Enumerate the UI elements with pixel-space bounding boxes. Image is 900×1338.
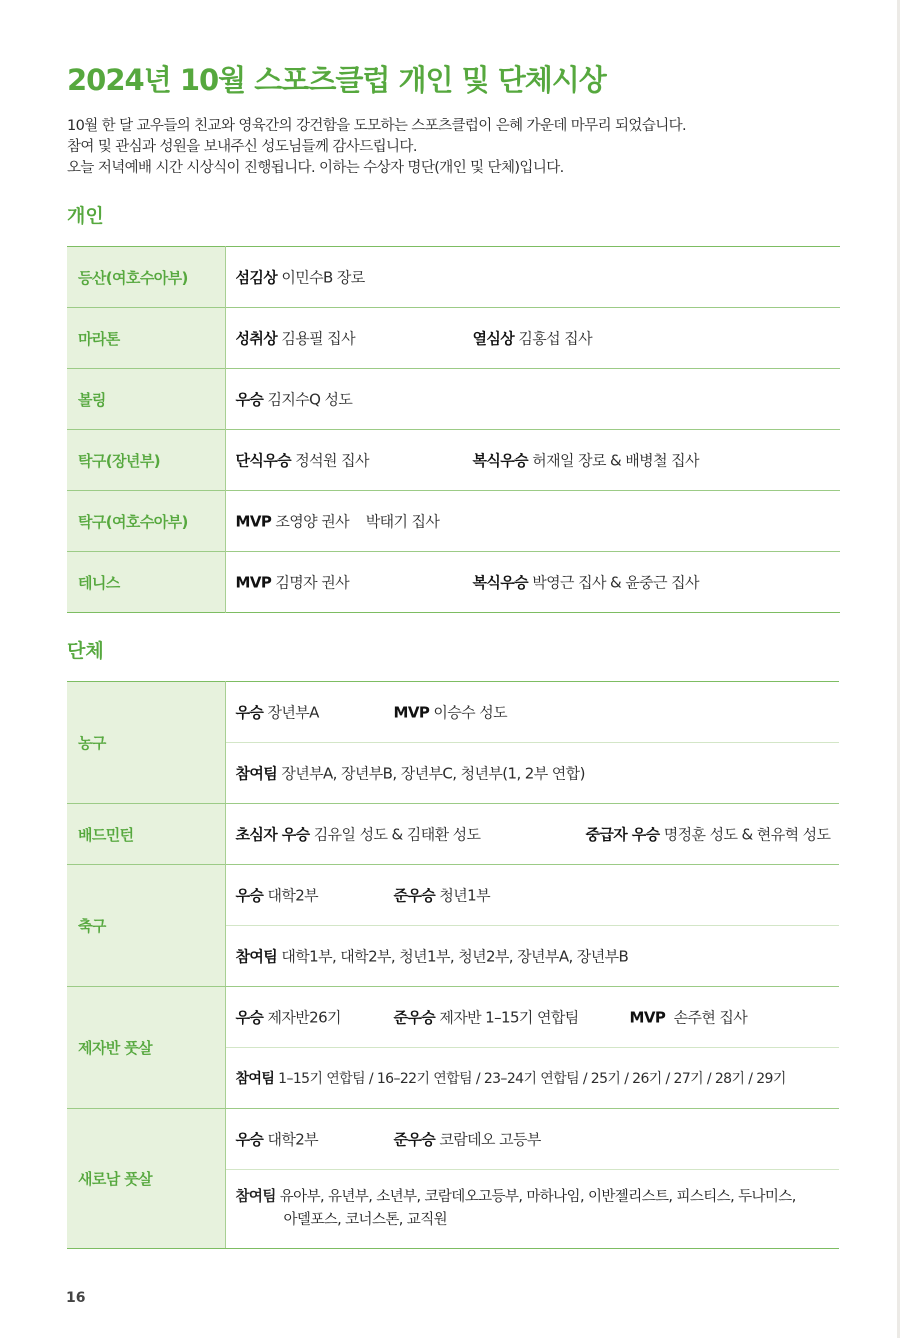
- participants-label: 참여팀: [235, 947, 278, 966]
- participants-names-continued: 아델포스, 코너스톤, 교직원: [283, 1212, 448, 1228]
- awards-cell: [225, 247, 840, 308]
- category-cell: 테니스: [67, 552, 225, 613]
- participants-entry: [236, 1068, 786, 1088]
- award-label: 초심자 우승: [235, 825, 310, 844]
- award-names: 코람데오 고등부: [439, 1130, 541, 1149]
- award-entry: [236, 511, 440, 532]
- participants-names: 장년부A, 장년부B, 장년부C, 청년부(1, 2부 연합): [281, 764, 585, 783]
- page-number: 16: [66, 1290, 86, 1306]
- table-row: [67, 491, 840, 552]
- award-names: 이승수 성도: [433, 703, 508, 722]
- award-entry: [394, 702, 508, 723]
- award-entry: [473, 450, 699, 471]
- award-names: 장년부A: [267, 703, 319, 722]
- table-row: [67, 308, 840, 369]
- award-label: 우승: [235, 886, 264, 905]
- award-label: 열심상: [472, 329, 515, 348]
- participants-names: 1–15기 연합팀 / 16–22기 연합팀 / 23–24기 연합팀 / 25기 / 26기 / 27기 / 28기 / 29기: [278, 1071, 786, 1087]
- table-row: [67, 804, 839, 865]
- category-cell: 등산(여호수아부): [67, 247, 225, 308]
- category-cell: 새로남 풋살: [67, 1109, 225, 1249]
- intro-line: 10월 한 달 교우들의 친교와 영육간의 강건함을 도모하는 스포츠클럽이 은혜 가운데 마무리 되었습니다.: [67, 118, 687, 134]
- category-cell: 마라톤: [67, 308, 225, 369]
- awards-cell: [225, 308, 840, 369]
- participants-label: 참여팀: [235, 1189, 276, 1205]
- award-label: 우승: [235, 390, 264, 409]
- award-names: 대학2부: [267, 886, 319, 905]
- category-cell: 농구: [67, 682, 225, 804]
- awards-cell: [225, 491, 840, 552]
- awards-cell: [225, 1109, 839, 1170]
- award-entry: [473, 572, 699, 593]
- award-entry: [586, 824, 831, 845]
- award-entry: [630, 1007, 748, 1028]
- award-label: 중급자 우승: [585, 825, 660, 844]
- award-entry: [236, 1129, 319, 1150]
- award-names: 이민수B 장로: [281, 268, 365, 287]
- awards-cell: [225, 865, 839, 926]
- section-heading-individual: 개인: [67, 205, 104, 227]
- awards-cell: [225, 369, 840, 430]
- award-label: 복식우승: [472, 573, 529, 592]
- award-entry: [236, 1007, 341, 1028]
- awards-cell: [225, 552, 840, 613]
- participants-cell: [225, 926, 839, 987]
- table-row: [67, 430, 840, 491]
- award-names: 박영근 집사 & 윤중근 집사: [532, 573, 699, 592]
- award-label: MVP: [393, 703, 430, 722]
- award-label: 복식우승: [472, 451, 529, 470]
- page-title: 2024년 10월 스포츠클럽 개인 및 단체시상: [67, 63, 606, 97]
- award-label: 준우승: [393, 886, 436, 905]
- award-names: 허재일 장로 & 배병철 집사: [532, 451, 699, 470]
- table-row: [67, 247, 840, 308]
- award-names: 제자반 1–15기 연합팀: [439, 1008, 579, 1027]
- award-entry: [394, 885, 490, 906]
- table-row: [67, 1109, 839, 1170]
- award-names: 청년1부: [439, 886, 490, 905]
- individual-awards-table: [67, 246, 840, 613]
- award-entry: [236, 267, 365, 288]
- award-entry: [236, 572, 350, 593]
- section-heading-group: 단체: [67, 640, 104, 662]
- award-entry: [236, 328, 355, 349]
- award-entry: [236, 450, 369, 471]
- table-row: [67, 369, 840, 430]
- award-label: MVP: [629, 1008, 666, 1027]
- participants-names: 대학1부, 대학2부, 청년1부, 청년2부, 장년부A, 장년부B: [281, 947, 629, 966]
- participants-names: 유아부, 유년부, 소년부, 코람데오고등부, 마하나임, 이반젤리스트, 피스티스, 두나미스,: [279, 1189, 796, 1205]
- table-row: [67, 682, 839, 743]
- award-entry: [394, 1007, 579, 1028]
- category-cell: 탁구(장년부): [67, 430, 225, 491]
- awards-cell: [225, 804, 839, 865]
- table-row: [67, 865, 839, 926]
- participants-entry: [236, 763, 585, 784]
- award-entry: [236, 824, 481, 845]
- award-label: MVP: [235, 573, 272, 592]
- category-cell: 배드민턴: [67, 804, 225, 865]
- award-entry: [236, 702, 319, 723]
- award-names: 김홍섭 집사: [518, 329, 592, 348]
- participants-label: 참여팀: [235, 764, 278, 783]
- category-cell: 탁구(여호수아부): [67, 491, 225, 552]
- participants-cell: [225, 1048, 839, 1109]
- award-label: 우승: [235, 1130, 264, 1149]
- table-row: [67, 552, 840, 613]
- intro-paragraph: [67, 116, 686, 179]
- participants-entry: [236, 946, 629, 967]
- award-names: 김유일 성도 & 김태환 성도: [313, 825, 481, 844]
- award-label: 섬김상: [235, 268, 278, 287]
- award-label: 성취상: [235, 329, 278, 348]
- award-label: 단식우승: [235, 451, 292, 470]
- award-label: 준우승: [393, 1008, 436, 1027]
- award-entry: [473, 328, 592, 349]
- award-label: 우승: [235, 703, 264, 722]
- participants-cell: [225, 743, 839, 804]
- award-names: 김지수Q 성도: [267, 390, 353, 409]
- category-cell: 볼링: [67, 369, 225, 430]
- table-row: [67, 987, 839, 1048]
- award-label: 준우승: [393, 1130, 436, 1149]
- award-names: 제자반26기: [267, 1008, 341, 1027]
- award-names: 김명자 권사: [275, 573, 350, 592]
- category-cell: 축구: [67, 865, 225, 987]
- participants-label: 참여팀: [235, 1071, 275, 1087]
- award-label: MVP: [235, 512, 272, 531]
- awards-cell: [225, 682, 839, 743]
- participants-cell: [225, 1170, 839, 1249]
- award-names: 명정훈 성도 & 현유혁 성도: [663, 825, 831, 844]
- award-names: 김용필 집사: [281, 329, 355, 348]
- award-entry: [236, 885, 319, 906]
- award-entry: [394, 1129, 541, 1150]
- award-names: 손주현 집사: [669, 1008, 748, 1027]
- award-entry: [236, 389, 353, 410]
- awards-cell: [225, 430, 840, 491]
- group-awards-table: [67, 681, 839, 1249]
- intro-line: 참여 및 관심과 성원을 보내주신 성도님들께 감사드립니다.: [67, 139, 417, 155]
- category-cell: 제자반 풋살: [67, 987, 225, 1109]
- participants-entry: [236, 1186, 796, 1232]
- awards-cell: [225, 987, 839, 1048]
- award-names: 대학2부: [267, 1130, 319, 1149]
- intro-line: 오늘 저녁예배 시간 시상식이 진행됩니다. 이하는 수상자 명단(개인 및 단체)입니다.: [67, 160, 564, 176]
- award-names: 조영양 권사 박태기 집사: [275, 512, 440, 531]
- award-names: 정석원 집사: [295, 451, 369, 470]
- award-label: 우승: [235, 1008, 264, 1027]
